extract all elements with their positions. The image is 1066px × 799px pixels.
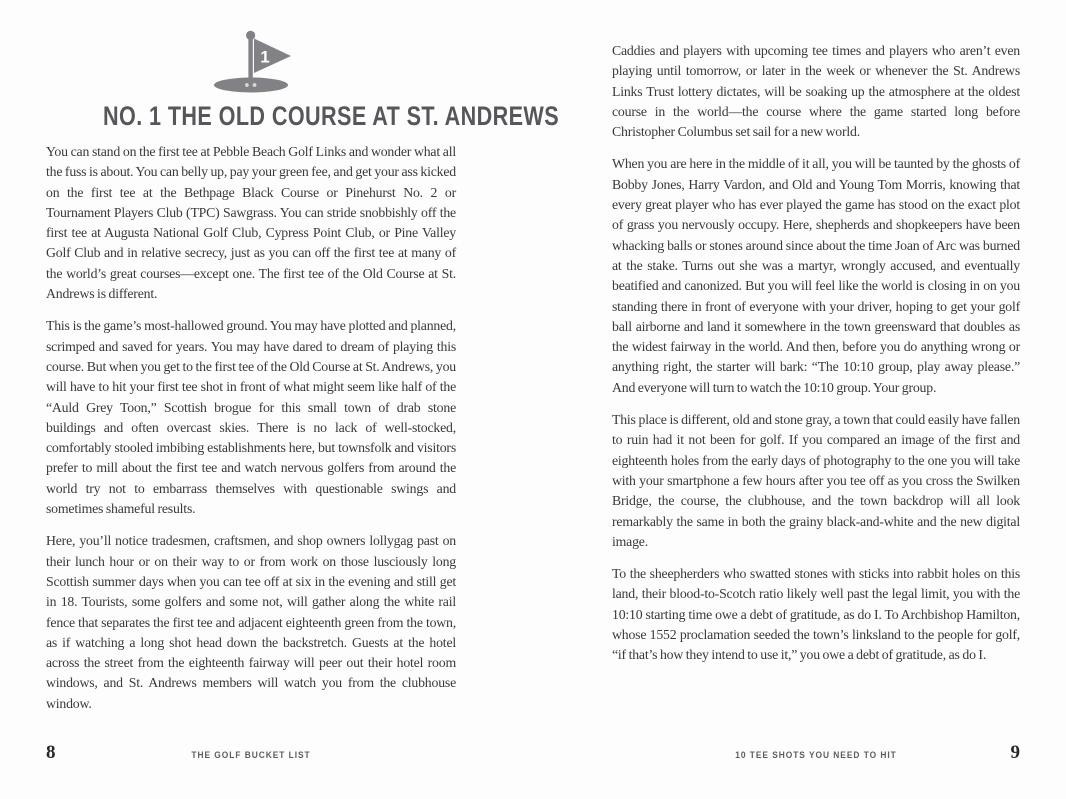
paragraph: This place is different, old and stone gray, a town that could easily have fallen to ruin had it not been for golf. If you compared an image of the first and eighteenth holes from the early days of photography to the one you will take with your smartphone a few hours after you tee off as you cross the Swilken Bridge, the course, the clubhouse, and the town backdrop will all look remarkably the same in both the grainy black-and-white and the new digital image. [612, 412, 1020, 549]
paragraph: Here, you’ll notice tradesmen, craftsmen, and shop owners lollygag past on their lunch hour or on their way to or from work on those lusciously long Scottish summer days when you can tee off at six in the evening and still get in 18. Tourists, some golfers and some not, will gather along the white rail fence that separates the first tee and adjacent eighteenth green from the town, as if watching a long shot head down the backstretch. Guests at the hotel across the street from the eighteenth fairway will peer out their hotel room windows, and St. Andrews members will watch you from the clubhouse window. [46, 533, 456, 711]
paragraph: To the sheepherders who swatted stones with sticks into rabbit holes on this land, their blood-to-Scotch ratio likely well past the legal limit, you with the 10:10 starting time owe a debt of gratitude, as do I. To Archbishop Hamilton, whose 1552 proclamation seeded the town’s linksland to the people for golf, “if that’s how they intend to use it,” you owe a debt of gratitude, as do I. [612, 566, 1020, 663]
left-page-body [46, 142, 456, 714]
page-number-left: 8 [46, 742, 56, 763]
paragraph: When you are here in the middle of it all, you will be taunted by the ghosts of Bobby Jones, Harry Vardon, and Old and Young Tom Morris, knowing that every great player who has ever played the game has stood on the exact plot of grass you nervously occupy. Here, shepherds and shopkeepers have been whacking balls or stones around since about the time Joan of Arc was burned at the stake. Turns out she was a martyr, wrongly accused, and eventually beatified and canonized. But you will feel like the world is closing in on you standing there in front of everyone with your driver, hoping to get your golf ball airborne and land it somewhere in the town greensward that doubles as the widest fairway in the world. And then, before you do anything wrong or anything right, the starter will bark: “The 10:10 group, play away please.” And everyone will turn to watch the 10:10 group. Your group. [612, 156, 1020, 395]
flag-number: 1 [260, 47, 270, 67]
page-number-right: 9 [1010, 742, 1020, 763]
chapter-title: NO. 1 THE OLD COURSE AT ST. ANDREWS [103, 101, 560, 131]
paragraph: This is the game’s most-hallowed ground. You may have plotted and planned, scrimped and saved for years. You may have dared to dream of playing this course. But when you get to the first tee of the Old Course at St. Andrews, you will have to hit your first tee shot in front of what might seem like half of the “Auld Grey Toon,” Scottish brogue for this small town of drab stone buildings and often overcast skies. There is no lack of well-stocked, comfortably stooled imbibing establishments here, but townsfolk and visitors prefer to mill about the first tee and watch nervous golfers from around the world try not to embarrass themselves with questionable swings and sometimes shameful results. [46, 318, 456, 517]
paragraph: Caddies and players with upcoming tee times and players who aren’t even playing until tomorrow, or later in the week or whenever the St. Andrews Links Trust lottery dictates, will be soaking up the atmosphere at the oldest course in the world—the course where the game started long before Christopher Columbus set sail for a new world. [612, 43, 1020, 140]
right-page-body [612, 0, 1020, 666]
page-left [46, 0, 560, 714]
chapter-ornament [46, 0, 456, 96]
running-title-right: 10 TEE SHOTS YOU NEED TO HIT [735, 750, 897, 761]
golf-flag-icon [205, 30, 297, 94]
paragraph: You can stand on the first tee at Pebble Beach Golf Links and wonder what all the fuss is about. You can belly up, pay your green fee, and get your ass kicked on the first tee at the Bethpage Black Course or Pinehurst No. 2 or Tournament Players Club (TPC) Sawgrass. You can stride snobbishly off the first tee at Augusta National Golf Club, Cypress Point Club, or Pine Valley Golf Club and in relative secrecy, just as you can off the first tee at many of the world’s great courses—except one. The first tee of the Old Course at St. Andrews is different. [46, 144, 456, 302]
chapter-title-wrap [46, 100, 560, 134]
running-title-left: THE GOLF BUCKET LIST [191, 750, 311, 761]
page-right [612, 0, 1020, 666]
